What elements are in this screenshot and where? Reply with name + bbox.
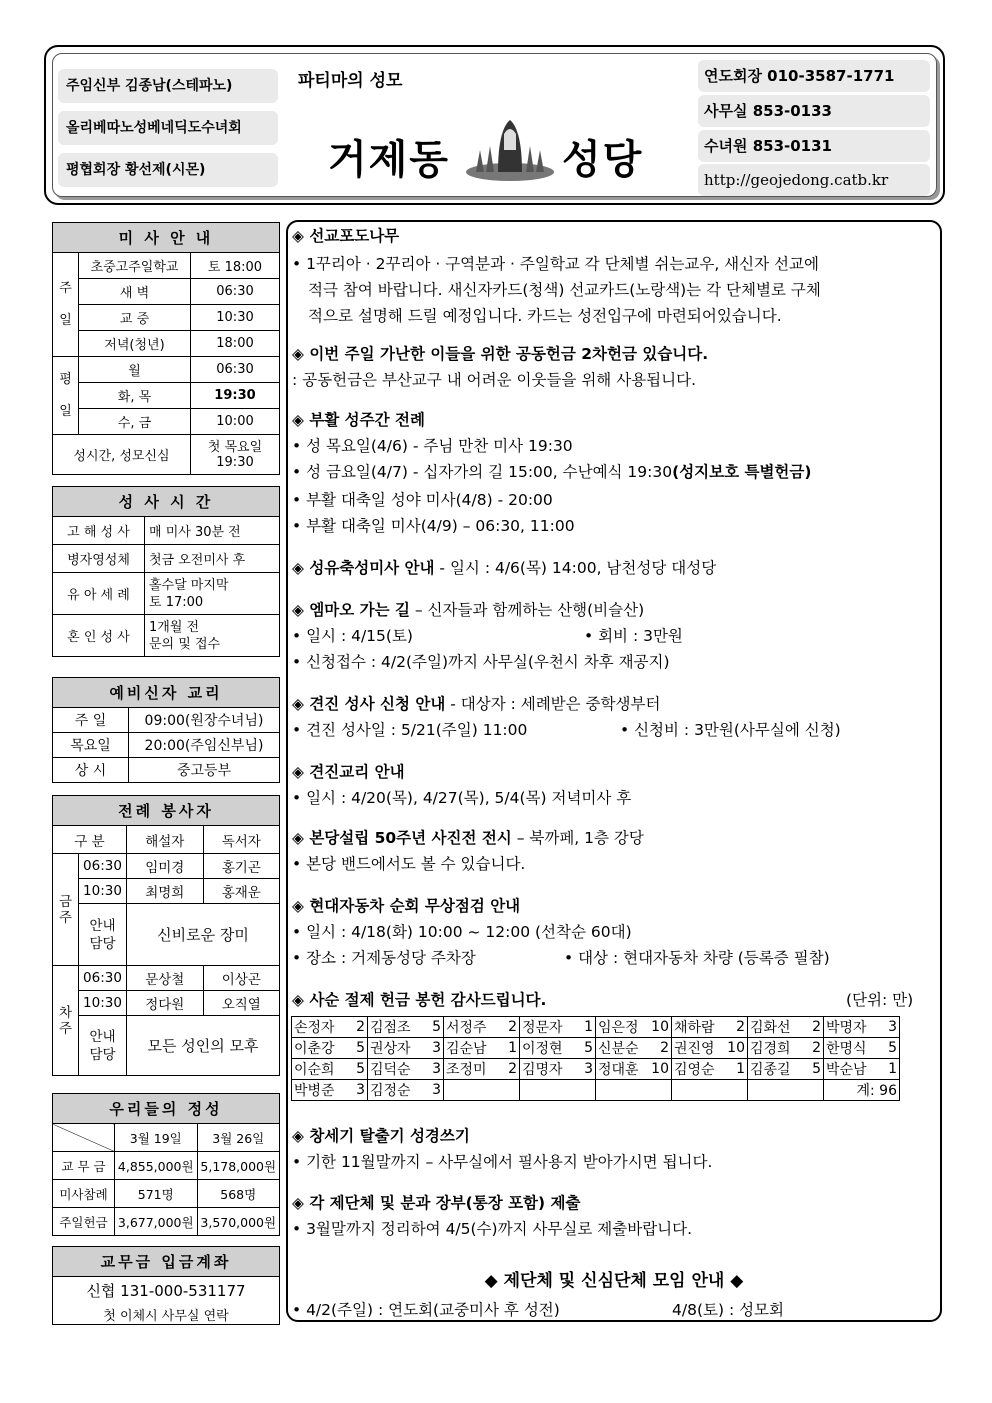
guide-name: 모든 성인의 모후 <box>127 1016 280 1076</box>
notice-text: • 3월말까지 정리하여 4/5(수)까지 사무실로 제출바랍니다. <box>292 1220 693 1238</box>
donor-amount: 3 <box>572 1059 596 1080</box>
notice-text <box>292 460 811 482</box>
liturgy-head: 해설자 <box>127 826 204 854</box>
sacrament-cell: 첫금 오전미사 후 <box>145 545 280 573</box>
liturgy-cell: 홍재운 <box>203 879 280 904</box>
notice-text: • 4/2(주일) : 연도회(교중미사 후 성전) <box>292 1301 560 1319</box>
mass-cell: 화, 목 <box>79 383 191 409</box>
donor-name: 김종길 <box>748 1059 800 1080</box>
stats-cell: 571명 <box>115 1180 198 1208</box>
donor-name <box>596 1080 648 1101</box>
donor-name: 권진영 <box>672 1038 724 1059</box>
donor-amount: 2 <box>800 1017 824 1038</box>
donor-amount: 3 <box>876 1017 900 1038</box>
notice-text: 적극 참여 바랍니다. 새신자카드(청색) 선교카드(노랑색)는 각 단체별로 구체 <box>308 281 821 299</box>
donor-amount: 10 <box>648 1059 672 1080</box>
notice-text: • 성 목요일(4/6) - 주님 만찬 미사 19:30 <box>292 437 573 455</box>
donor-amount: 3 <box>420 1080 444 1101</box>
liturgy-cell: 오직열 <box>203 991 280 1016</box>
mass-title: 미 사 안 내 <box>53 223 280 253</box>
notice-heading: ◈ 사순 절제 헌금 봉헌 감사드립니다. <box>292 991 547 1009</box>
liturgy-volunteers <box>52 795 280 1076</box>
notice-heading <box>292 826 644 848</box>
notice-heading: ◈ 현대자동차 순회 무상점검 안내 <box>292 897 521 915</box>
donor-amount: 5 <box>420 1017 444 1038</box>
donor-amount <box>572 1080 596 1101</box>
liturgy-cell: 10:30 <box>79 991 127 1016</box>
notice-text: • 신청비 : 3만원(사무실에 신청) <box>620 721 841 739</box>
sisters-label: 올리베따노성베네딕도수녀회 <box>58 111 278 145</box>
donor-amount: 10 <box>648 1017 672 1038</box>
donor-amount: 2 <box>724 1017 748 1038</box>
donor-amount: 1 <box>496 1038 520 1059</box>
mass-cell: 수, 금 <box>79 409 191 435</box>
donor-amount: 3 <box>420 1038 444 1059</box>
notice-text: 4/8(토) : 성모회 <box>672 1301 785 1319</box>
website-link[interactable]: http://geojedong.catb.kr <box>698 164 930 196</box>
mass-schedule <box>52 222 280 475</box>
mass-cell: 10:00 <box>191 409 280 435</box>
catechumen-cell: 중고등부 <box>129 758 280 783</box>
meeting-heading: ◆ 제단체 및 신심단체 모임 안내 ◆ <box>484 1271 744 1291</box>
notice-text: : 공동헌금은 부산교구 내 어려운 이웃들을 위해 사용됩니다. <box>292 371 696 389</box>
notice-heading: ◈ 견진교리 안내 <box>292 763 405 781</box>
sacrament-cell: 홀수달 마지막 토 17:00 <box>145 573 280 615</box>
office-contact: 사무실 853-0133 <box>698 95 930 127</box>
donor-name <box>672 1080 724 1101</box>
donor-name: 김경희 <box>748 1038 800 1059</box>
donor-amount: 5 <box>572 1038 596 1059</box>
sacrament-schedule <box>52 486 280 657</box>
sacrament-cell: 고 해 성 사 <box>53 517 145 545</box>
this-week-label: 금 주 <box>53 854 79 966</box>
catechumen-cell: 목요일 <box>53 733 129 758</box>
donor-name <box>748 1080 800 1101</box>
donor-table <box>291 1016 900 1101</box>
donor-name: 김순남 <box>444 1038 496 1059</box>
pastor-label: 주임신부 김종남(스테파노) <box>58 69 278 103</box>
notice-heading <box>292 556 716 578</box>
guide-label: 안내 담당 <box>79 904 127 966</box>
stats-cell: 5,178,000원 <box>197 1152 280 1180</box>
next-week-label: 차 주 <box>53 966 79 1076</box>
donor-amount <box>800 1080 824 1101</box>
donor-name: 김화선 <box>748 1017 800 1038</box>
stats-head: 3월 19일 <box>115 1124 198 1152</box>
notice-bold-part: ◈ 엠마오 가는 길 <box>292 601 410 619</box>
notice-text: • 부활 대축일 미사(4/9) – 06:30, 11:00 <box>292 517 575 535</box>
donor-amount <box>724 1080 748 1101</box>
church-title-a: 거제동 <box>328 137 450 183</box>
mass-cell: 초중고주일학교 <box>79 253 191 279</box>
notice-bold-part: ◈ 본당설립 50주년 사진전 전시 <box>292 829 512 847</box>
liturgy-cell: 정다원 <box>127 991 204 1016</box>
notice-text: • 견진 성사일 : 5/21(주일) 11:00 <box>292 721 528 739</box>
guide-name: 신비로운 장미 <box>127 904 280 966</box>
sacrament-cell: 1개월 전 문의 및 접수 <box>145 615 280 657</box>
donor-name: 김영순 <box>672 1059 724 1080</box>
church-title-b: 성당 <box>562 137 644 183</box>
notice-text: • 신청접수 : 4/2(주일)까지 사무실(우천시 차후 재공지) <box>292 653 670 671</box>
stats-head: 3월 26일 <box>197 1124 280 1152</box>
liturgy-cell: 문상철 <box>127 966 204 991</box>
donor-name: 임은정 <box>596 1017 648 1038</box>
sacrament-cell: 혼 인 성 사 <box>53 615 145 657</box>
donor-amount: 10 <box>724 1038 748 1059</box>
account-number: 신협 131-000-531177 <box>53 1277 280 1305</box>
donor-name: 박병준 <box>292 1080 344 1101</box>
donor-name: 한명식 <box>824 1038 876 1059</box>
donor-name <box>520 1080 572 1101</box>
sacrament-title: 성 사 시 간 <box>53 487 280 517</box>
stats-cell: 주일헌금 <box>53 1208 115 1236</box>
liturgy-cell: 홍기곤 <box>203 854 280 879</box>
holy-hour-time: 첫 목요일 19:30 <box>191 435 280 475</box>
donor-amount: 5 <box>800 1059 824 1080</box>
donor-amount: 1 <box>876 1059 900 1080</box>
notice-heading: ◈ 창세기 탈출기 성경쓰기 <box>292 1127 470 1145</box>
notice-text-part: • 성 금요일(4/7) - 십자가의 길 15:00, 수난예식 19:30 <box>292 463 673 481</box>
mass-cell: 교 중 <box>79 305 191 331</box>
donor-name <box>444 1080 496 1101</box>
donor-amount: 1 <box>572 1017 596 1038</box>
donor-row <box>292 1017 900 1038</box>
unit-note: (단위: 만) <box>846 991 914 1009</box>
donor-name: 김덕순 <box>368 1059 420 1080</box>
donor-amount: 5 <box>344 1059 368 1080</box>
liturgy-cell: 임미경 <box>127 854 204 879</box>
donor-name: 김정순 <box>368 1080 420 1101</box>
donor-name: 박순남 <box>824 1059 876 1080</box>
notice-text: • 일시 : 4/18(화) 10:00 ~ 12:00 (선착순 60대) <box>292 923 632 941</box>
convent-contact: 수녀원 853-0131 <box>698 130 930 162</box>
donor-name: 조정미 <box>444 1059 496 1080</box>
church-logo-icon <box>462 110 558 186</box>
mass-cell: 18:00 <box>191 331 280 357</box>
stats-cell: 3,570,000원 <box>197 1208 280 1236</box>
account-title: 교무금 입금계좌 <box>53 1247 280 1277</box>
stats-cell: 568명 <box>197 1180 280 1208</box>
donor-name: 이정현 <box>520 1038 572 1059</box>
notice-text: • 일시 : 4/15(토) <box>292 627 413 645</box>
donor-name: 박명자 <box>824 1017 876 1038</box>
donor-amount: 2 <box>648 1038 672 1059</box>
donor-name: 정문자 <box>520 1017 572 1038</box>
donor-name: 서정주 <box>444 1017 496 1038</box>
donor-amount: 1 <box>724 1059 748 1080</box>
liturgy-cell: 10:30 <box>79 879 127 904</box>
donor-name: 이춘강 <box>292 1038 344 1059</box>
donor-amount: 2 <box>800 1038 824 1059</box>
notice-bold-part: ◈ 성유축성미사 안내 <box>292 559 435 577</box>
notice-text-part: - 일시 : 4/6(목) 14:00, 남천성당 대성당 <box>434 559 717 577</box>
catechumen-cell: 상 시 <box>53 758 129 783</box>
catechumen-cell: 주 일 <box>53 708 129 733</box>
donor-name: 김명자 <box>520 1059 572 1080</box>
notice-bold-part: ◈ 견진 성사 신청 안내 <box>292 695 446 713</box>
notice-text-part: - 대상자 : 세례받은 중학생부터 <box>445 695 661 713</box>
liturgy-cell: 이상곤 <box>203 966 280 991</box>
notice-text: • 회비 : 3만원 <box>584 627 683 645</box>
mass-cell: 월 <box>79 357 191 383</box>
donor-name: 정대훈 <box>596 1059 648 1080</box>
donor-name: 손정자 <box>292 1017 344 1038</box>
notice-text: • 본당 밴드에서도 볼 수 있습니다. <box>292 855 526 873</box>
notice-bold-part: (성지보호 특별헌금) <box>672 463 812 481</box>
yeondo-contact: 연도회장 010-3587-1771 <box>698 60 930 92</box>
donor-row <box>292 1080 900 1101</box>
donor-total: 계: 96 <box>824 1080 900 1101</box>
account-note: 첫 이체시 사무실 연락 <box>53 1305 280 1325</box>
stats-cell: 교 무 금 <box>53 1152 115 1180</box>
mass-cell: 토 18:00 <box>191 253 280 279</box>
notice-text-part: – 신자들과 함께하는 산행(비슬산) <box>409 601 645 619</box>
donor-amount <box>496 1080 520 1101</box>
donor-row <box>292 1038 900 1059</box>
notice-text: • 일시 : 4/20(목), 4/27(목), 5/4(목) 저녁미사 후 <box>292 789 632 807</box>
donor-amount: 2 <box>496 1059 520 1080</box>
diagonal-cell <box>53 1124 115 1152</box>
weekday-label: 평 일 <box>53 357 79 435</box>
donor-name: 이순희 <box>292 1059 344 1080</box>
mass-cell: 새 벽 <box>79 279 191 305</box>
patron-subtitle: 파티마의 성모 <box>298 71 403 91</box>
catechumen-schedule <box>52 677 280 783</box>
notice-text: • 대상 : 현대자동차 차량 (등록증 필참) <box>564 949 830 967</box>
stats-cell: 4,855,000원 <box>115 1152 198 1180</box>
notice-heading: ◈ 부활 성주간 전례 <box>292 411 425 429</box>
mass-cell: 저녁(청년) <box>79 331 191 357</box>
mass-cell: 19:30 <box>191 383 280 409</box>
notice-heading <box>292 692 660 714</box>
liturgy-cell: 06:30 <box>79 966 127 991</box>
liturgy-cell: 06:30 <box>79 854 127 879</box>
liturgy-head: 독서자 <box>203 826 280 854</box>
account-box <box>52 1246 280 1325</box>
donor-amount: 2 <box>496 1017 520 1038</box>
catechumen-cell: 20:00(주임신부님) <box>129 733 280 758</box>
catechumen-cell: 09:00(원장수녀님) <box>129 708 280 733</box>
notice-text: • 부활 대축일 성야 미사(4/8) - 20:00 <box>292 491 553 509</box>
notice-heading: ◈ 각 제단체 및 분과 장부(통장 포함) 제출 <box>292 1194 581 1212</box>
sunday-label: 주 일 <box>53 253 79 357</box>
sacrament-cell: 유 아 세 례 <box>53 573 145 615</box>
sacrament-cell: 매 미사 30분 전 <box>145 517 280 545</box>
donor-amount: 5 <box>344 1038 368 1059</box>
notice-heading: ◈ 선교포도나무 <box>292 227 400 245</box>
holy-hour-label: 성시간, 성모신심 <box>53 435 191 475</box>
mass-cell: 10:30 <box>191 305 280 331</box>
sacrament-cell: 병자영성체 <box>53 545 145 573</box>
mass-cell: 06:30 <box>191 357 280 383</box>
mass-cell: 06:30 <box>191 279 280 305</box>
offering-stats <box>52 1093 280 1236</box>
stats-cell: 3,677,000원 <box>115 1208 198 1236</box>
liturgy-cell: 최명희 <box>127 879 204 904</box>
notice-heading: ◈ 이번 주일 가난한 이들을 위한 공동헌금 2차헌금 있습니다. <box>292 345 709 363</box>
donor-row <box>292 1059 900 1080</box>
notice-text: 적으로 설명해 드릴 예정입니다. 카드는 성전입구에 마련되어있습니다. <box>308 307 782 325</box>
donor-amount: 3 <box>344 1080 368 1101</box>
stats-cell: 미사참례 <box>53 1180 115 1208</box>
notice-text: • 기한 11월말까지 – 사무실에서 필사용지 받아가시면 됩니다. <box>292 1153 713 1171</box>
donor-name: 신분순 <box>596 1038 648 1059</box>
liturgy-head: 구 분 <box>53 826 127 854</box>
donor-name: 채하람 <box>672 1017 724 1038</box>
donor-amount: 3 <box>420 1059 444 1080</box>
guide-label: 안내 담당 <box>79 1016 127 1076</box>
council-label: 평협회장 황선제(시몬) <box>58 153 278 187</box>
stats-title: 우리들의 정성 <box>53 1094 280 1124</box>
donor-amount <box>648 1080 672 1101</box>
liturgy-title: 전례 봉사자 <box>53 796 280 826</box>
notice-text: • 장소 : 거제동성당 주차장 <box>292 949 476 967</box>
donor-amount: 5 <box>876 1038 900 1059</box>
notice-text: • 1꾸리아 · 2꾸리아 · 구역분과 · 주일학교 각 단체별 쉬는교우, 새신자 선교에 <box>292 255 819 273</box>
notice-text-part: – 북까페, 1층 강당 <box>511 829 644 847</box>
donor-name: 권상자 <box>368 1038 420 1059</box>
notice-heading <box>292 598 644 620</box>
donor-name: 김점조 <box>368 1017 420 1038</box>
catechumen-title: 예비신자 교리 <box>53 678 280 708</box>
donor-amount: 2 <box>344 1017 368 1038</box>
